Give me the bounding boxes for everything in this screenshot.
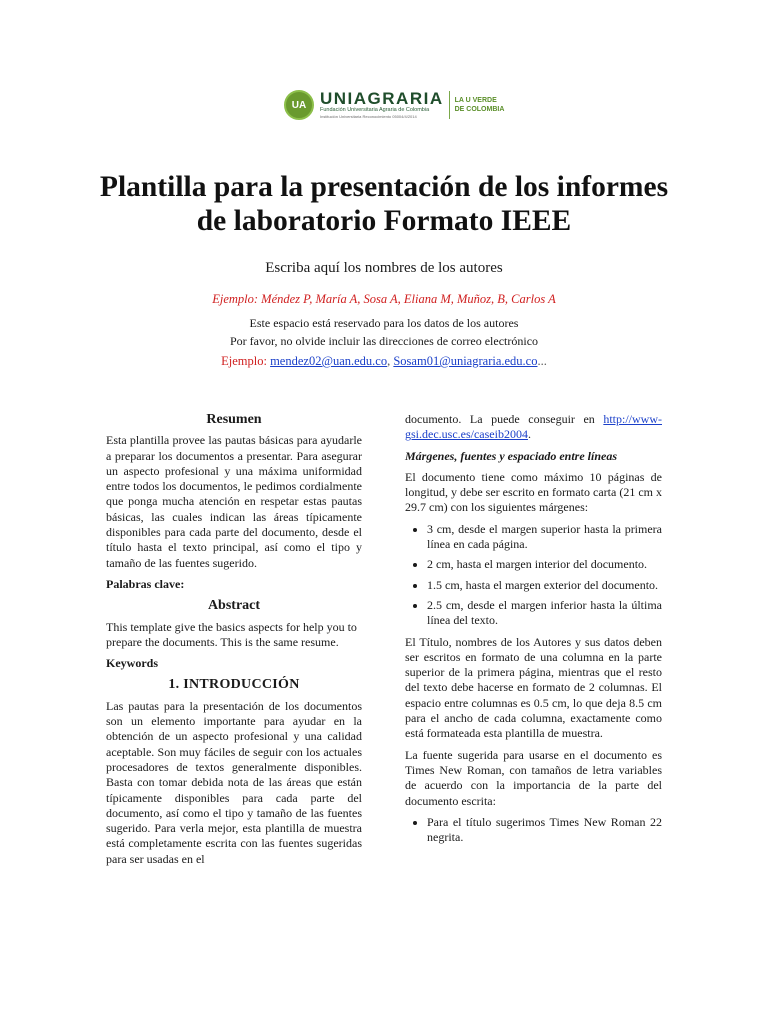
abstract-heading: Abstract [207, 598, 261, 614]
list-item: • 1.5 cm, hasta el margen exterior del documento. [427, 578, 662, 593]
margins-heading: Márgenes, fuentes y espaciado entre líneas [405, 448, 617, 463]
margins-list [405, 522, 662, 629]
logo-divider [449, 91, 450, 119]
list-item: • 2 cm, hasta el margen interior del documento. [427, 557, 662, 572]
email-example: Ejemplo: mendez02@uan.edu.co, Sosam01@uniagraria.edu.co... [221, 354, 547, 368]
title-format-paragraph: El Título, nombres de los Autores y sus datos deben ser escritos en formato de una columna en la parte superior de la primera página, mientras que el resto del texto debe hacerse en formato de 2 columnas. El espacio entre columnas es 0.5 cm, lo que deja 8.5 cm para el ancho de cada columna, exactamente como está formateada esta plantilla de muestra. [405, 634, 662, 741]
intro-text: Las pautas para la presentación de los documentos son un elemento importante para ayudar en la obtención de un aspecto profesional y una calidad aceptable. Son muy fáciles de seguir con los actuales procesadores de textos generalmente disponibles. Basta con tomar debida nota de las áreas que están típicamente disponibles para cada parte del documento, así como el tipo y tamaño de las fuentes sugerido. Para verla mejor, esta plantilla de muestra está completamente escrita con las fuentes sugeridas para ser usadas en el [106, 698, 362, 866]
right-column [405, 412, 662, 851]
keywords-label: Keywords [106, 656, 158, 671]
authors-placeholder: Escriba aquí los nombres de los autores [265, 260, 503, 276]
logo-tagline: LA U VERDE DE COLOMBIA [454, 97, 505, 113]
reserved-note: Este espacio está reservado para los datos de los autores [249, 316, 519, 330]
email-link-2[interactable]: Sosam01@uniagraria.edu.co [393, 354, 538, 368]
list-item: • Para el título sugerimos Times New Roman 22 negrita. [427, 815, 662, 846]
list-item: • 3 cm, desde el margen superior hasta la primera línea en cada página. [427, 522, 662, 553]
palabras-clave-label: Palabras clave: [106, 576, 185, 591]
font-list [405, 815, 662, 846]
resumen-heading: Resumen [206, 412, 262, 427]
font-paragraph: La fuente sugerida para usarse en el documento es Times New Roman, con tamaños de letra variables de acuerdo con la importancia de la parte del documento escrita: [405, 747, 662, 808]
logo-text [320, 90, 444, 120]
intro-continuation: documento. La puede conseguir en http://www-gsi.dec.usc.es/caseib2004. [405, 412, 662, 442]
logo-subtitle: Fundación Universitaria Agraria de Colombia [320, 107, 430, 113]
intro-heading: 1. INTRODUCCIÓN [168, 677, 300, 693]
margins-intro: El documento tiene como máximo 10 páginas de longitud, y debe ser escrito en formato carta (21 cm x 29.7 cm) con los siguientes márgenes: [405, 469, 662, 515]
uniagraria-logo [284, 88, 504, 122]
logo-seal-icon: UA [284, 90, 314, 120]
authors-example: Ejemplo: Méndez P, María A, Sosa A, Eliana M, Muñoz, B, Carlos A [212, 292, 556, 306]
resumen-text: Esta plantilla provee las pautas básicas para ayudarle a preparar los documentos a presentar. Para asegurar un aspecto profesional y una máxima uniformidad entre todos los documentos, le pedimos cordialmente que ponga mucha atención en respetar estas pautas básicas, las cuales indican las áreas típicamente disponibles para cada parte del documento, desde el título hasta el texto principal, así como el tipo y tamaño de las fuentes sugerido. [106, 433, 362, 570]
document-title: Plantilla para la presentación de los informes de laboratorio Formato IEEE [99, 171, 669, 237]
caseib-link[interactable]: http://www-gsi.dec.usc.es/caseib2004 [405, 412, 662, 442]
email-reminder: Por favor, no olvide incluir las direcciones de correo electrónico [229, 334, 539, 348]
list-item: • 2.5 cm, desde el margen inferior hasta la última línea del texto. [427, 598, 662, 629]
email-link-1[interactable]: mendez02@uan.edu.co [270, 354, 388, 368]
logo-subtitle-small: Institución Universitaria Reconocimiento 05004/4/2014 [320, 114, 417, 119]
abstract-text: This template give the basics aspects for help you to prepare the documents. This is the same resume. [106, 619, 357, 649]
left-column [106, 412, 362, 873]
logo-brand: UNIAGRARIA [320, 89, 444, 108]
